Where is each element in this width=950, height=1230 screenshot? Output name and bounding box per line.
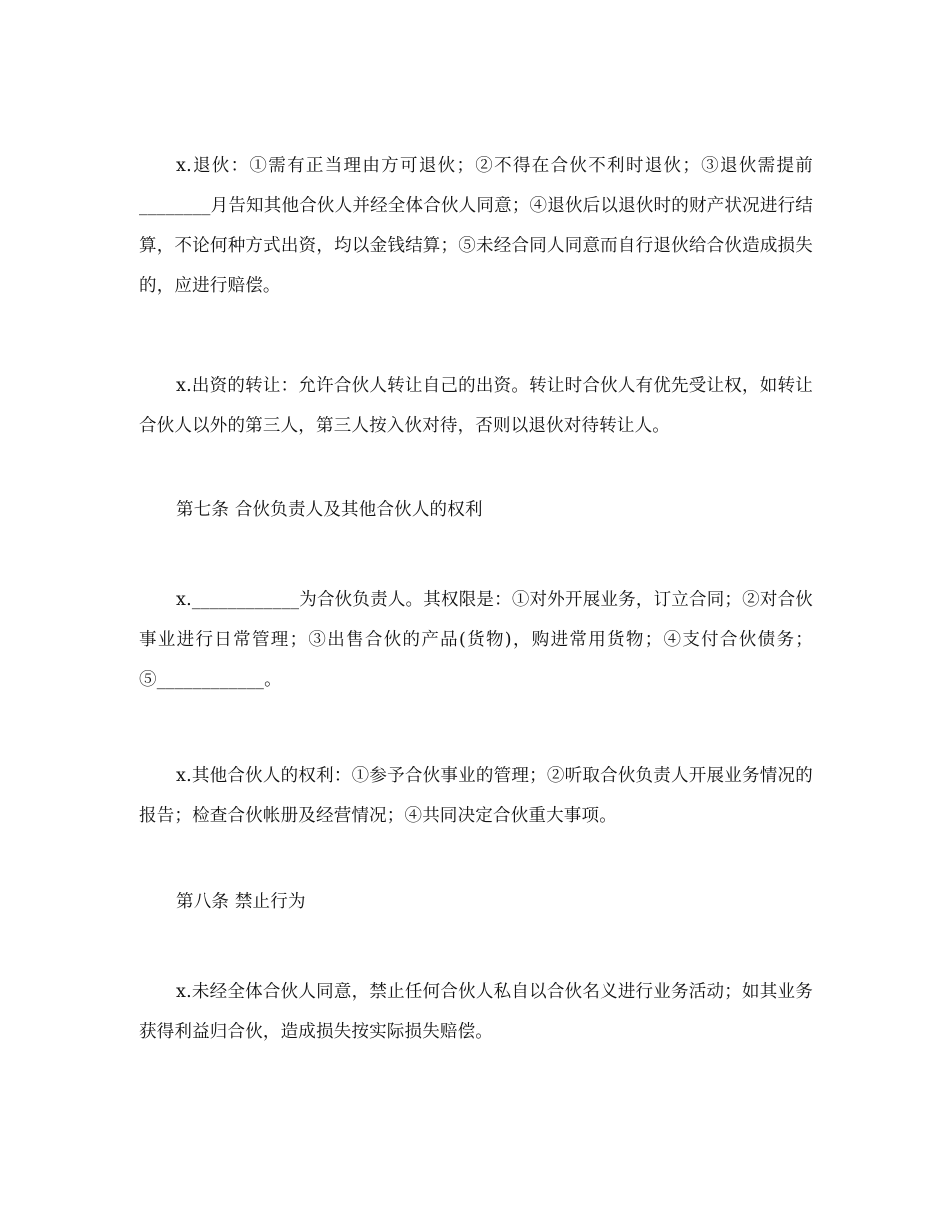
article-8-heading: 第八条 禁止行为 xyxy=(176,892,306,912)
paragraph-prohibited-acts: x.未经全体合伙人同意，禁止任何合伙人私自以合伙名义进行业务活动；如其业务获得利益归合伙，造成损失按实际损失赔偿。 xyxy=(139,982,813,1042)
article-7-heading: 第七条 合伙负责人及其他合伙人的权利 xyxy=(176,500,483,520)
paragraph-other-partners-rights: x.其他合伙人的权利：①参予合伙事业的管理；②听取合伙负责人开展业务情况的报告；检查合伙帐册及经营情况；④共同决定合伙重大事项。 xyxy=(139,766,813,826)
paragraph-partner-in-charge: x.____________为合伙负责人。其权限是：①对外开展业务，订立合同；②对合伙事业进行日常管理；③出售合伙的产品(货物)，购进常用货物；④支付合伙债务；⑤____________。 xyxy=(139,590,813,690)
paragraph-withdrawal: x.退伙：①需有正当理由方可退伙；②不得在合伙不利时退伙；③退伙需提前________月告知其他合伙人并经全体合伙人同意；④退伙后以退伙时的财产状况进行结算，不论何种方式出资，均以金钱结算；⑤未经合同人同意而自行退伙给合伙造成损失的，应进行赔偿。 xyxy=(139,156,813,296)
paragraph-capital-transfer: x.出资的转让：允许合伙人转让自己的出资。转让时合伙人有优先受让权，如转让合伙人以外的第三人，第三人按入伙对待，否则以退伙对待转让人。 xyxy=(139,376,813,436)
